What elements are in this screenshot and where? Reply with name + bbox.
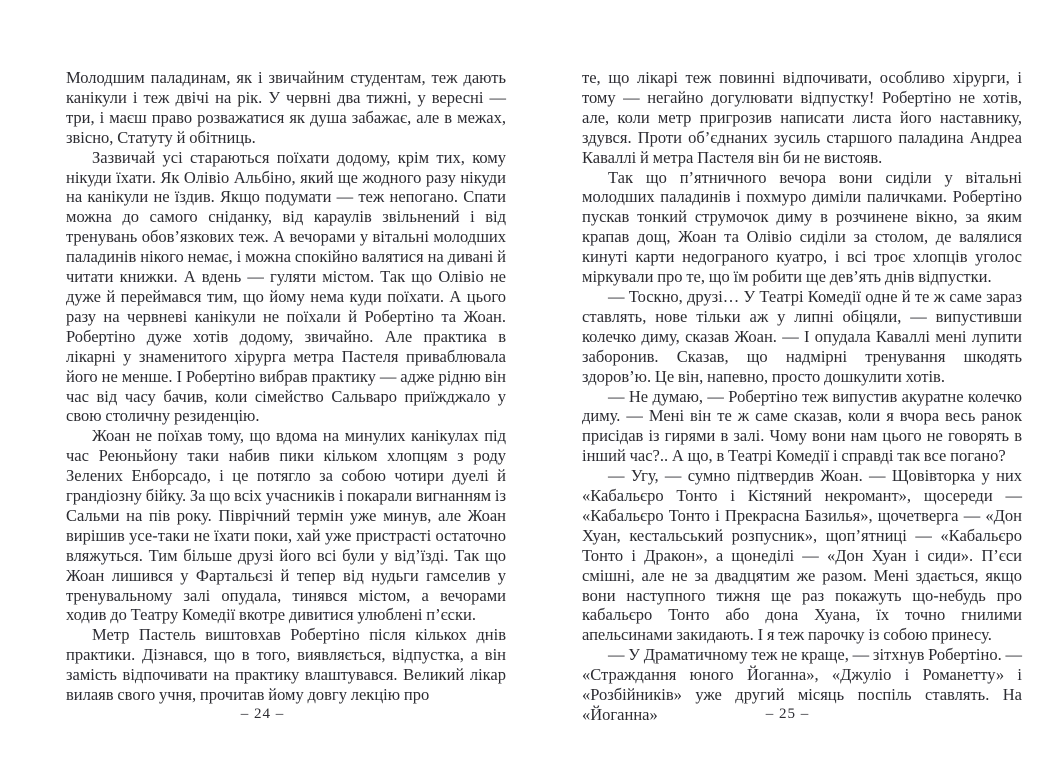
paragraph: — Тоскно, друзі… У Театрі Комедії одне й те ж саме зараз ставлять, нове тільки аж у липні обіцяли, — випустивши колечко диму, сказав Жоан. — І опудала Каваллі мені лупити заборонив. Сказав, що надмірні тренування шкодять здоров’ю. Це він, напевно, просто дошкулити хотів. <box>582 286 1022 386</box>
page-left-text-column <box>66 68 506 705</box>
paragraph: Зазвичай усі стараються поїхати додому, крім тих, кому нікуди їхати. Як Олівіо Альбіно, який ще жодного разу нікуди на канікули не їздив. Якщо подумати — теж непогано. Спати можна до самого сніданку, від караулів звільнений і від тренувань обов’язкових теж. А вечорами у вітальні молодших паладинів нікого немає, і можна спокійно валятися на дивані й читати книжки. А вдень — гуляти містом. Так що Олівіо не дуже й переймався тим, що йому нема куди поїхати. А цього разу на червневі канікули не поїхали й Робертіно та Жоан. Робертіно дуже хотів додому, звичайно. Але практика в лікарні у знаменитого хірурга метра Пастеля приваблювала його не менше. І Робертіно вибрав практику — адже рідню він час від часу бачив, коли сімейство Сальваро приїжджало у свою столичну резиденцію. <box>66 147 506 426</box>
paragraph: — У Драматичному теж не краще, — зітхнув Робертіно. — «Страждання юного Йоганна», «Джуліо і Романетту» і «Розбійників» уже другий місяць поспіль ставлять. На «Йоганна» <box>582 645 1023 724</box>
page-right-text-column <box>582 68 1022 725</box>
paragraph: Метр Пастель виштовхав Робертіно після кількох днів практики. Дізнався, що в того, виявляється, відпустка, а він замість відпочивати на практику влаштувався. Великий лікар вилаяв свого учня, прочитав йому довгу лекцію про <box>66 625 506 705</box>
page-number-left: – 24 – <box>240 706 285 722</box>
paragraph: Так що п’ятничного вечора вони сиділи у вітальні молодших паладинів і похмуро диміли паличками. Робертіно пускав тонкий струмочок диму в розчинене вікно, за яким крапав дощ, Жоан та Олівіо сиділи за столом, де валялися кинуті карти недограного куатро, і всі троє хлопців уголос міркували про те, що їм робити ще дев’ять днів відпустки. <box>582 167 1022 287</box>
paragraph: — Угу, — сумно підтвердив Жоан. — Щовівторка у них «Кабальєро Тонто і Кістяний некромант», щосереди — «Кабальєро Тонто і Прекрасна Базилья», щочетверга — «Дон Хуан, кестальський розпусник», щоп’ятниці — «Кабальєро Тонто і Дракон», а щонеділі — «Дон Хуан і сиди». П’єси смішні, але не за двадцятим же разом. Мені здається, якщо вони наступного тижня ще раз покажуть що-небудь про кабальєро Тонто або дона Хуана, їх точно гнилими апельсинами закидають. І я теж парочку із собою принесу. <box>582 466 1022 645</box>
paragraph: те, що лікарі теж повинні відпочивати, особливо хірурги, і тому — негайно догулювати відпустку! Робертіно не хотів, але, коли метр пригрозив написати листа його наставнику, здувся. Проти об’єднаних зусиль старшого паладина Андреа Каваллі й метра Пастеля він би не вистояв. <box>582 68 1022 167</box>
paragraph: — Не думаю, — Робертіно теж випустив акуратне колечко диму. — Мені він те ж саме сказав, коли я вчора весь ранок присідав із гирями в залі. Чому вони нам цього не говорять в інший час?.. А що, в Театрі Комедії і справді так все погано? <box>582 386 1022 466</box>
paragraph: Молодшим паладинам, як і звичайним студентам, теж дають канікули і теж двічі на рік. У червні два тижні, у вересні — три, і маєш право розважатися як душа забажає, але в межах, звісно, Статуту й обітниць. <box>66 68 506 147</box>
page-number-right: – 25 – <box>765 706 810 722</box>
paragraph: Жоан не поїхав тому, що вдома на минулих канікулах під час Реюньйону таки набив пики кільком хлопцям з роду Зелених Енборсадо, і це потягло за собою чотири дуелі й грандіозну бійку. За що всіх учасників і покарали вигнанням із Сальми на пів року. Піврічний термін уже минув, але Жоан вирішив усе-таки не їхати поки, хай уже пристрасті остаточно вляжуться. Тим більше друзі його всі були у від’їзді. Так що Жоан лишився у Фартальєзі й тепер від нудьги гамселив у тренувальному залі опудала, тинявся містом, а вечорами ходив до Театру Комедії вкотре дивитися улюблені п’єски. <box>66 426 506 625</box>
